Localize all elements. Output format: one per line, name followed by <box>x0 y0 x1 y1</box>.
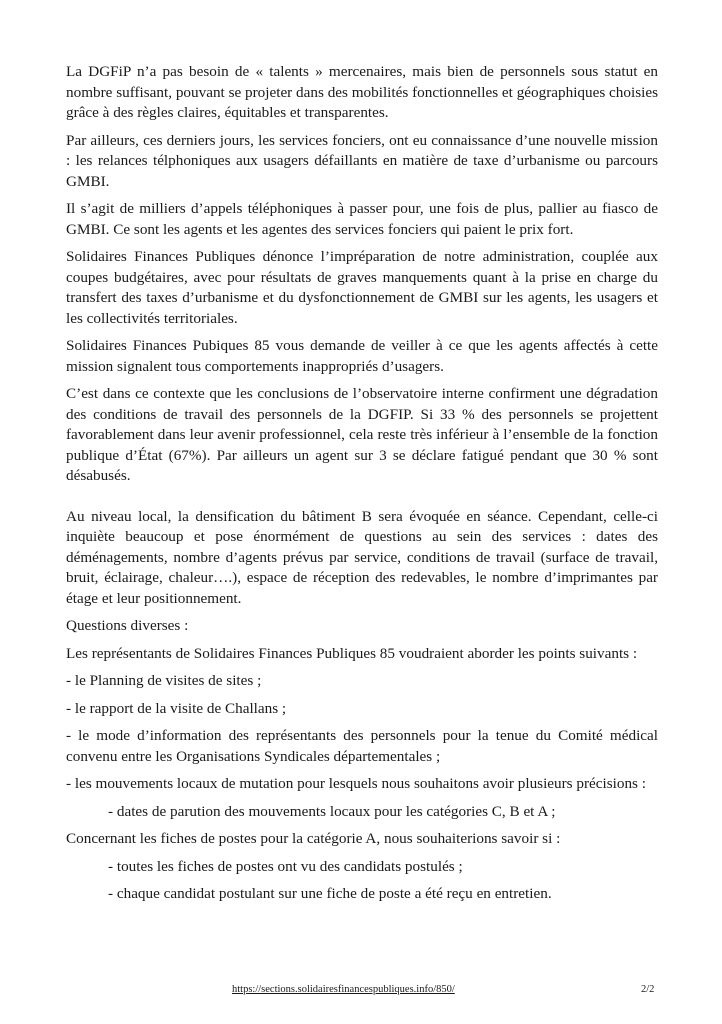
list-item-planning: - le Planning de visites de sites ; <box>66 672 262 689</box>
sub-item-dates-parution: - dates de parution des mouvements locaux pour les catégories C, B et A ; <box>108 802 556 820</box>
list-item-mouvements-locaux: - les mouvements locaux de mutation pour lesquels nous souhaitons avoir plusieurs précisions : <box>66 775 646 792</box>
paragraph-observatoire: C’est dans ce contexte que les conclusions de l’observatoire interne confirment une dégradation des conditions de travail des personnels de la DGFIP. Si 33 % des personnels se projettent favorablement dans leur avenir professionnel, cela reste très inférieur à l’ensemble de la fonction publique d’État (67%). Par ailleurs un agent sur 3 se déclare fatigué pendant que 30 % sont désabusés. <box>66 385 658 484</box>
paragraph-dgfip-talents: La DGFiP n’a pas besoin de « talents » mercenaires, mais bien de personnels sous statut en nombre suffisant, pouvant se projeter dans des mobilités fonctionnelles et géographiques choisies grâce à des règles claires, équitables et transparentes. <box>66 63 658 121</box>
sub-item-candidats-postules: - toutes les fiches de postes ont vu des candidats postulés ; <box>108 857 463 875</box>
paragraph-denonciation: Solidaires Finances Publiques dénonce l’impréparation de notre administration, couplée aux coupes budgétaires, avec pour résultats de graves manquements quant à la prise en charge du transfert des taxes d’urbanisme et du dysfonctionnement de GMBI sur les agents, les usagers et les collectivités territoriales. <box>66 248 658 327</box>
paragraph-appels-gmbi: Il s’agit de milliers d’appels téléphoniques à passer pour, une fois de plus, pallier au fiasco de GMBI. Ce sont les agents et les agentes des services fonciers qui paient le prix fort. <box>66 200 658 238</box>
document-body <box>66 62 658 912</box>
heading-questions-diverses: Questions diverses : <box>66 617 189 634</box>
sub-item-entretien: - chaque candidat postulant sur une fiche de poste a été reçu en entretien. <box>108 885 552 902</box>
paragraph-demande-85: Solidaires Finances Pubiques 85 vous demande de veiller à ce que les agents affectés à cette mission signalent tous comportements inappropriés d’usagers. <box>66 337 658 375</box>
list-item-comite-medical: - le mode d’information des représentants des personnels pour la tenue du Comité médical convenu entre les Organisations Syndicales départementales ; <box>66 727 658 765</box>
footer-url-link[interactable]: https://sections.solidairesfinancespubliques.info/850/ <box>232 984 455 995</box>
paragraph-services-fonciers: Par ailleurs, ces derniers jours, les services fonciers, ont eu connaissance d’une nouvelle mission : les relances télphoniques aux usagers défaillants en matière de taxe d’urbanisme ou parcours GMBI. <box>66 131 658 190</box>
paragraph-fiches-postes: Concernant les fiches de postes pour la catégorie A, nous souhaiterions savoir si : <box>66 830 561 847</box>
footer-page-number: 2/2 <box>641 984 655 995</box>
paragraph-batiment-b: Au niveau local, la densification du bâtiment B sera évoquée en séance. Cependant, celle-ci inquiète beaucoup et pose énormément de questions au sein des services : dates des déménagements, nombre d’agents prévus par service, conditions de travail (surface de travail, bruit, éclairage, chaleur….), espace de réception des redevables, le nombre d’imprimantes par étage et leur positionnement. <box>66 507 658 607</box>
list-item-challans: - le rapport de la visite de Challans ; <box>66 699 287 717</box>
paragraph-points-suivants: Les représentants de Solidaires Finances Publiques 85 voudraient aborder les points suivants : <box>66 644 638 662</box>
